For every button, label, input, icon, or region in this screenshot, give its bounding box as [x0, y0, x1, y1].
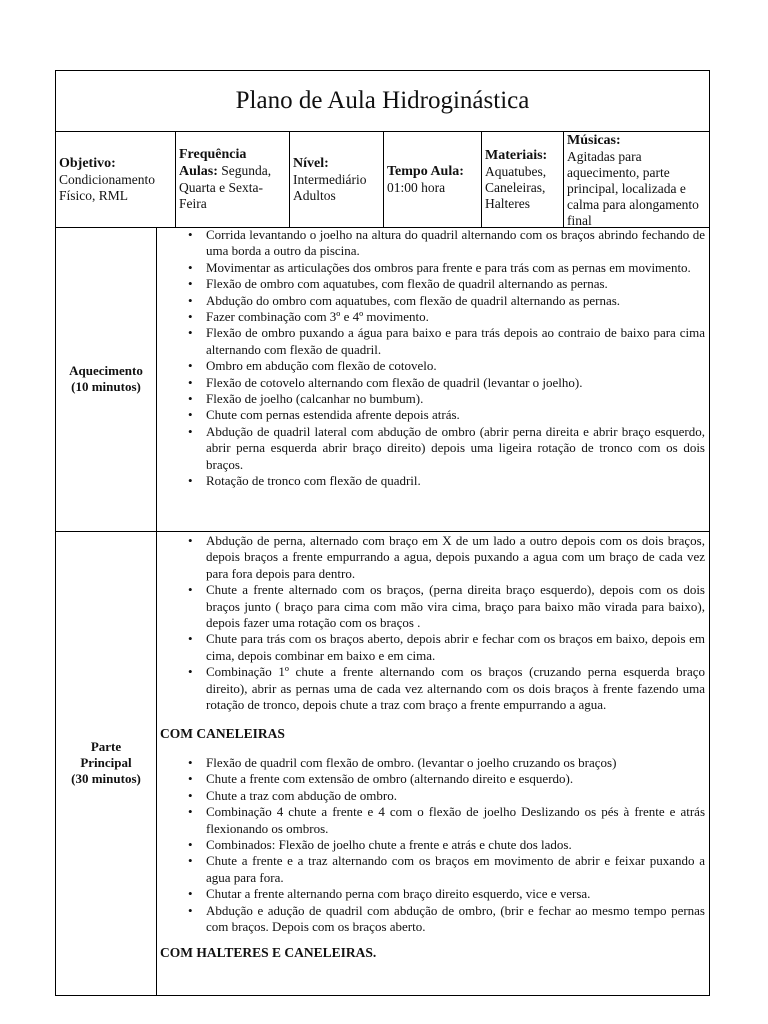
list-item: • Abdução de quadril lateral com abdução de ombro (abrir perna direita e abrir braço esquerdo, abrir perna esquerda abrir braço direito) depois uma ligeira rotação de tronco com os dois braços. [157, 424, 709, 473]
objetivo-cell [56, 131, 176, 227]
list-item: • Fazer combinação com 3º e 4º movimento. [157, 309, 709, 325]
list-item: • Chute para trás com os braços aberto, depois abrir e fechar com os braços em baixo, depois em cima, depois combinar em baixo e em cima. [157, 631, 709, 664]
parte-principal-title-1: Parte [90, 739, 122, 754]
frequencia-label: Frequência [179, 147, 247, 162]
list-item: • Chute a frente e a traz alternando com os braços em movimento de abrir e feixar puxando a agua para fora. [157, 853, 709, 886]
list-item: • Movimentar as articulações dos ombros para frente e para trás com as pernas em movimento. [157, 260, 709, 276]
musicas-value: Agitadas para aquecimento, parte principal, localizada e calma para alongamento final [567, 149, 699, 228]
halteres-heading: COM HALTERES E CANELEIRAS. [160, 945, 377, 961]
list-item: • Chute com pernas estendida afrente depois atrás. [157, 407, 709, 423]
list-item: • Flexão de ombro puxando a água para baixo e para trás depois ao contraio de baixo para cima alternando com flexão de quadril. [157, 325, 709, 358]
objetivo-value: Condicionamento Físico, RML [59, 171, 155, 203]
musicas-label: Músicas: [567, 133, 621, 148]
list-item: • Flexão de ombro com aquatubes, com flexão de quadril alternando as pernas. [157, 276, 709, 292]
parte-principal-duration: (30 minutos) [71, 771, 141, 786]
list-item: • Abdução de perna, alternado com braço em X de um lado a outro depois com os dois braços, depois braços a frente empurrando a agua, depois puxando a agua com um braço de cada vez para fora depois para dentro. [157, 533, 709, 582]
frequencia-label-aulas: Aulas: [179, 164, 218, 179]
parte-principal-list [157, 531, 709, 713]
materiais-cell [482, 131, 564, 227]
frequencia-cell [176, 131, 290, 227]
tempo-cell [384, 131, 482, 227]
title-row [56, 71, 709, 132]
list-item: • Combinação 4 chute a frente e 4 com o flexão de joelho Deslizando os pés à frente e atrás flexionando os ombros. [157, 804, 709, 837]
tempo-value: 01:00 hora [387, 179, 446, 195]
lesson-plan-table [55, 70, 710, 996]
aquecimento-title: Aquecimento [69, 363, 143, 378]
nivel-value: Intermediário Adultos [293, 171, 367, 203]
parte-principal-section [56, 531, 709, 995]
caneleiras-heading: COM CANELEIRAS [160, 726, 285, 742]
nivel-cell [290, 131, 384, 227]
frequencia-value: Segunda, Quarta e Sexta-Feira [179, 163, 272, 211]
materiais-value: Aquatubes, Caneleiras, Halteres [485, 163, 547, 211]
musicas-cell [564, 131, 709, 227]
list-item: • Chute a traz com abdução de ombro. [157, 788, 709, 804]
list-item: • Combinados: Flexão de joelho chute a frente e atrás e chute dos lados. [157, 837, 709, 853]
list-item: • Chute a frente com extensão de ombro (alternando direito e esquerdo). [157, 771, 709, 787]
header-row [56, 131, 709, 228]
list-item: • Rotação de tronco com flexão de quadril. [157, 473, 709, 489]
aquecimento-list [157, 227, 709, 490]
list-item: • Combinação 1º chute a frente alternando com os braços (cruzando perna esquerda braço direito), abrir as pernas uma de cada vez alternando com os dois braços à frente fazendo uma rotação de tronco, depois chute a traz com braço a frente empurrando a agua. [157, 664, 709, 713]
parte-principal-label [56, 531, 157, 995]
list-item: • Abdução e adução de quadril com abdução de ombro, (brir e fechar ao mesmo tempo pernas com braços. Depois com os braços aberto. [157, 903, 709, 936]
list-item: • Flexão de cotovelo alternando com flexão de quadril (levantar o joelho). [157, 375, 709, 391]
list-item: • Abdução do ombro com aquatubes, com flexão de quadril alternando as pernas. [157, 293, 709, 309]
aquecimento-section [56, 227, 709, 532]
caneleiras-list [157, 755, 709, 935]
parte-principal-content [157, 531, 709, 995]
list-item: • Ombro em abdução com flexão de cotovelo. [157, 358, 709, 374]
parte-principal-title-2: Principal [80, 755, 132, 770]
aquecimento-content [157, 227, 709, 531]
aquecimento-duration: (10 minutos) [71, 379, 141, 394]
aquecimento-label [56, 227, 157, 531]
list-item: • Flexão de joelho (calcanhar no bumbum). [157, 391, 709, 407]
list-item: • Chute a frente alternado com os braços, (perna direita braço esquerdo), depois com os dois braços junto ( braço para cima com mão vira cima, braço para baixo mão virada para baixo), depois fazer uma rotação com os braços . [157, 582, 709, 631]
list-item: • Chutar a frente alternando perna com braço direito esquerdo, vice e versa. [157, 886, 709, 902]
materiais-label: Materiais: [485, 147, 548, 163]
nivel-label: Nível: [293, 155, 329, 171]
list-item: • Corrida levantando o joelho na altura do quadril alternando com os braços abrindo fechando de uma borda a outro da piscina. [157, 227, 709, 260]
tempo-label: Tempo Aula: [387, 163, 464, 179]
objetivo-label: Objetivo: [59, 155, 116, 171]
page-title: Plano de Aula Hidroginástica [235, 87, 530, 114]
list-item: • Flexão de quadril com flexão de ombro. (levantar o joelho cruzando os braços) [157, 755, 709, 771]
